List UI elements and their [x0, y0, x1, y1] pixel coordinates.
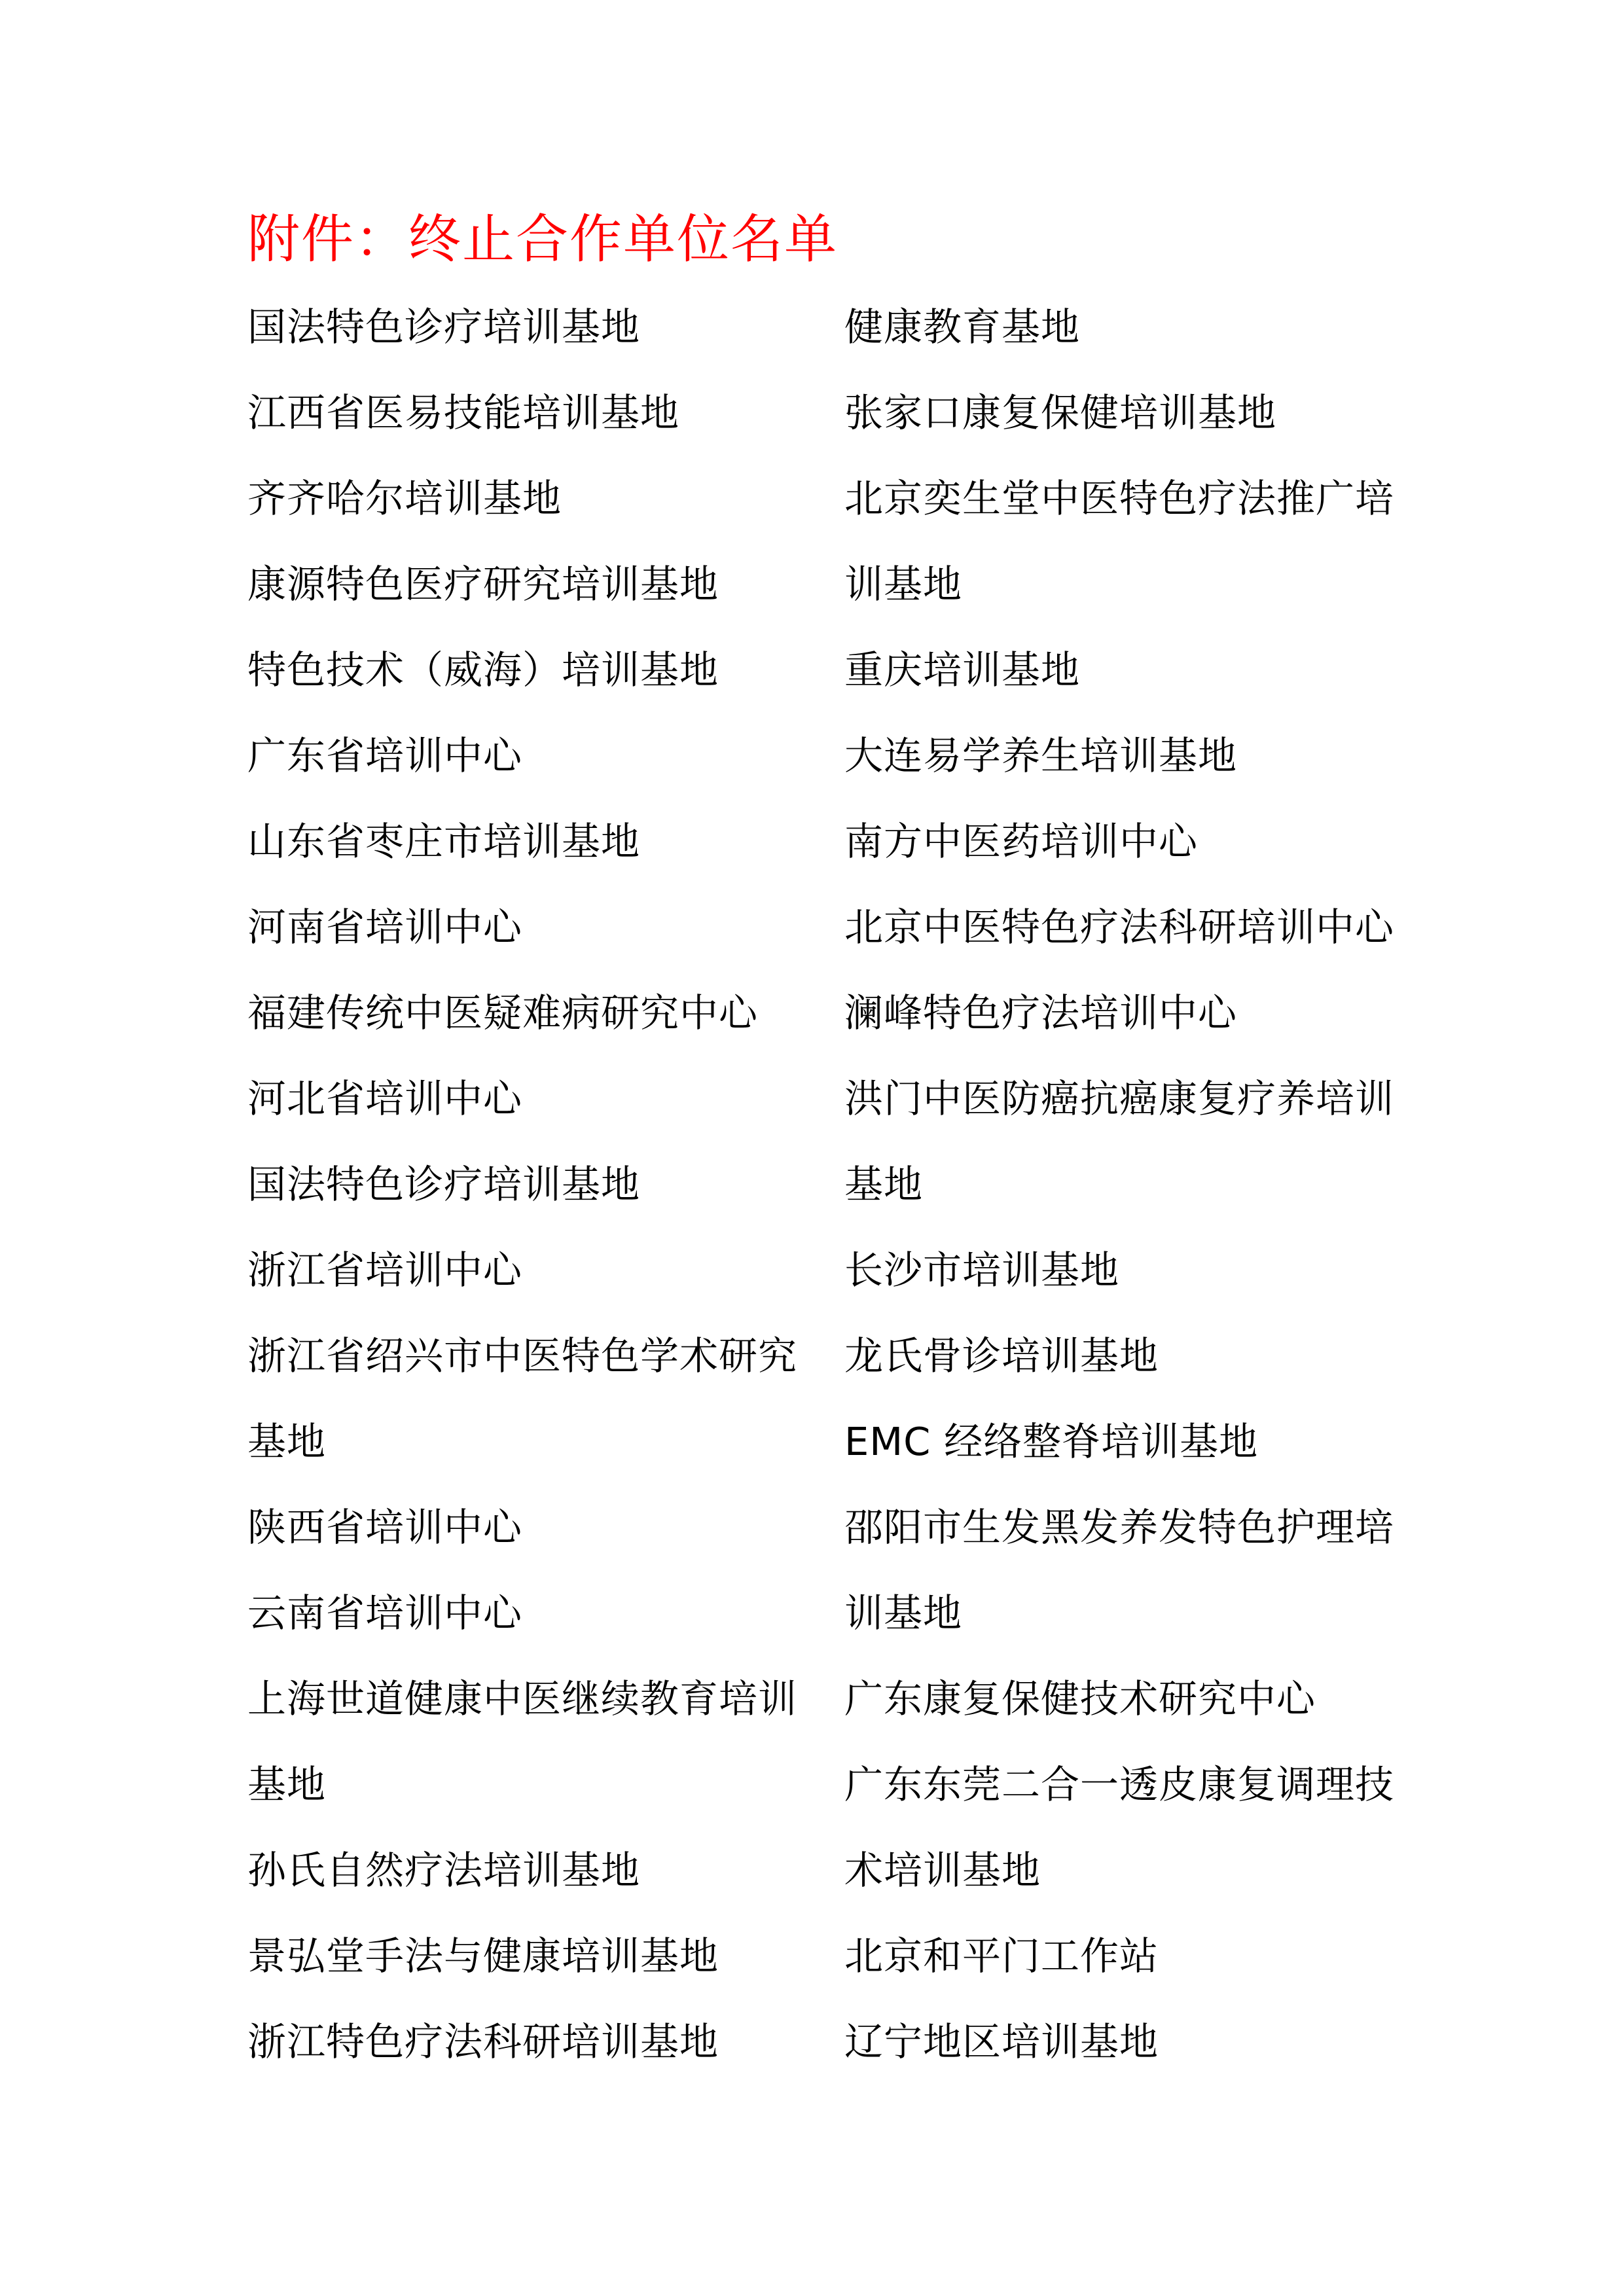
list-item: 健康教育基地: [844, 304, 1081, 350]
list-item: 长沙市培训基地: [844, 1247, 1120, 1293]
list-item: 康源特色医疗研究培训基地: [247, 562, 719, 607]
list-item: 北京奕生堂中医特色疗法推广培: [844, 476, 1395, 521]
list-item: 福建传统中医疑难病研究中心: [247, 990, 759, 1035]
list-item: 大连易学养生培训基地: [844, 733, 1238, 778]
left-column-list: [247, 295, 797, 2095]
list-item: 浙江省绍兴市中医特色学术研究: [247, 1333, 798, 1378]
list-item: 河北省培训中心: [247, 1076, 523, 1121]
list-item: 云南省培训中心: [247, 1590, 523, 1636]
list-item: 邵阳市生发黑发养发特色护理培: [844, 1505, 1395, 1550]
list-item: 广东省培训中心: [247, 733, 523, 778]
page-title: 附件：终止合作单位名单: [247, 209, 838, 270]
list-item: 山东省枣庄市培训基地: [247, 819, 641, 864]
list-item: 洪门中医防癌抗癌康复疗养培训: [844, 1076, 1395, 1121]
list-item: 河南省培训中心: [247, 905, 523, 950]
list-item: EMC 经络整脊培训基地: [844, 1419, 1259, 1464]
list-item: 广东东莞二合一透皮康复调理技: [844, 1762, 1395, 1807]
list-item: 术培训基地: [844, 1848, 1041, 1893]
list-item: 辽宁地区培训基地: [844, 2019, 1159, 2064]
list-item: 浙江特色疗法科研培训基地: [247, 2019, 719, 2064]
list-item: 上海世道健康中医继续教育培训: [247, 1676, 798, 1721]
list-item: 重庆培训基地: [844, 647, 1081, 692]
list-item: 国法特色诊疗培训基地: [247, 1162, 641, 1207]
list-item: 景弘堂手法与健康培训基地: [247, 1933, 719, 1979]
list-item: 张家口康复保健培训基地: [844, 390, 1277, 435]
list-item: 训基地: [844, 562, 963, 607]
list-item: 南方中医药培训中心: [844, 819, 1199, 864]
list-item: 孙氏自然疗法培训基地: [247, 1848, 641, 1893]
list-item: 江西省医易技能培训基地: [247, 390, 680, 435]
list-item: 澜峰特色疗法培训中心: [844, 990, 1238, 1035]
list-item: 龙氏骨诊培训基地: [844, 1333, 1159, 1378]
list-item: 基地: [247, 1419, 327, 1464]
list-item: 训基地: [844, 1590, 963, 1636]
list-item: 北京和平门工作站: [844, 1933, 1159, 1979]
list-item: 广东康复保健技术研究中心: [844, 1676, 1316, 1721]
list-item: 陕西省培训中心: [247, 1505, 523, 1550]
list-item: 基地: [844, 1162, 924, 1207]
list-item: 齐齐哈尔培训基地: [247, 476, 562, 521]
right-column-list: [844, 295, 1394, 2095]
list-item: 北京中医特色疗法科研培训中心: [844, 905, 1395, 950]
list-item: 浙江省培训中心: [247, 1247, 523, 1293]
list-item: 国法特色诊疗培训基地: [247, 304, 641, 350]
list-item: 基地: [247, 1762, 327, 1807]
list-item: 特色技术（威海）培训基地: [247, 647, 719, 692]
